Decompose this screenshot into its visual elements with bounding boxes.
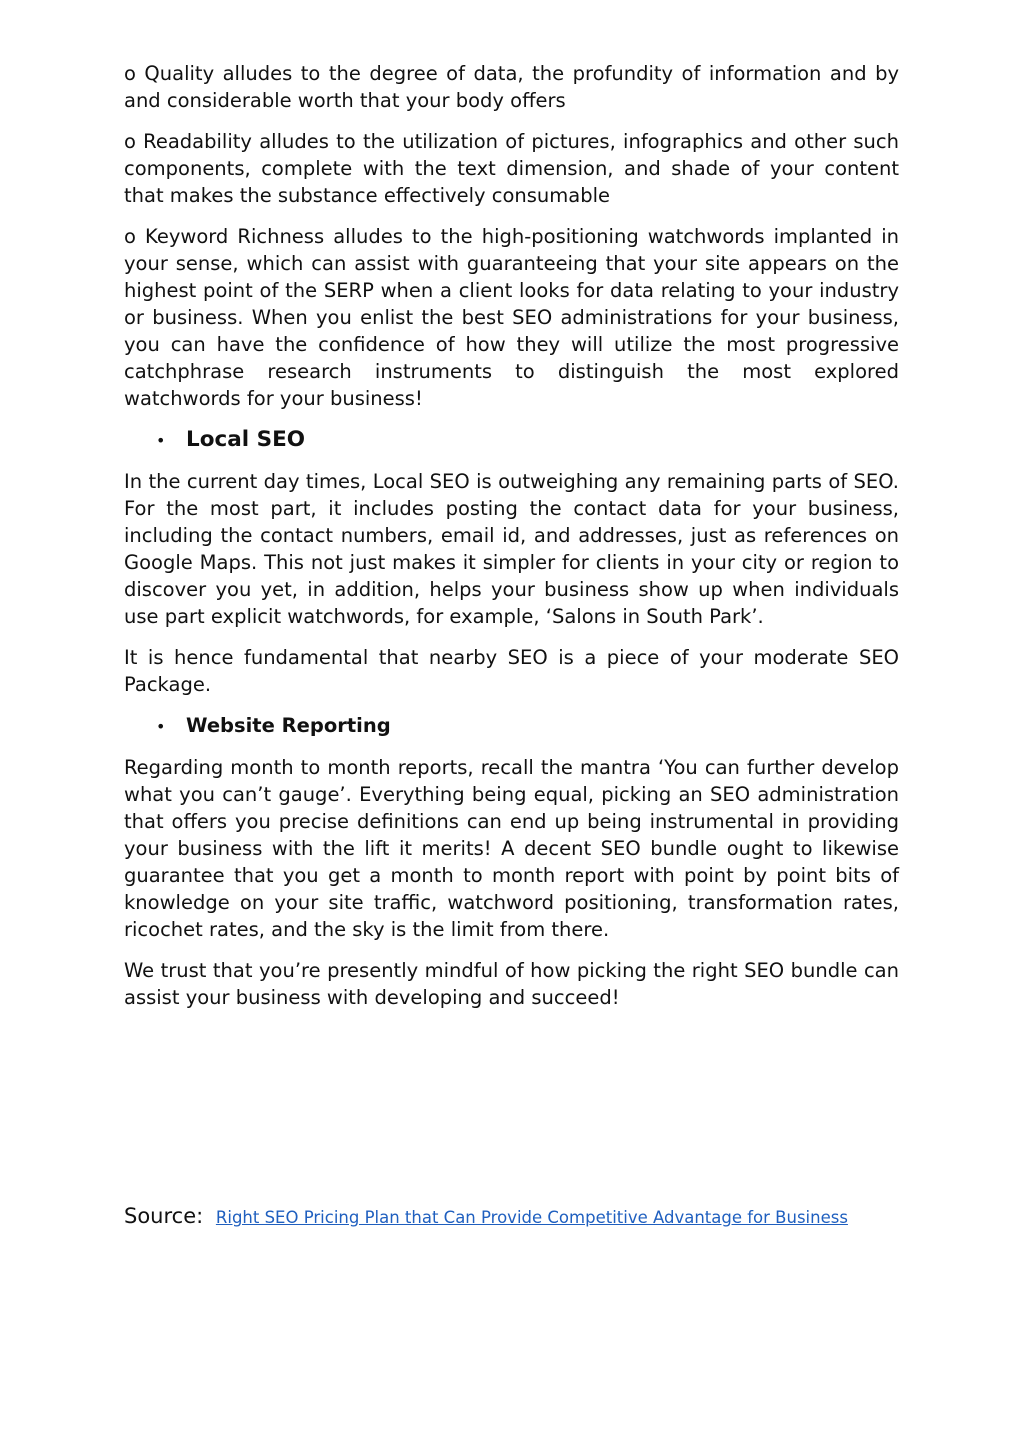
website-reporting-heading: [124, 712, 899, 740]
bullet-icon: •: [156, 717, 166, 736]
paragraph-readability: o Readability alludes to the utilization of pictures, infographics and other such components, complete with the text dimension, and shade of your content that makes the substance effectively consumable: [124, 130, 899, 207]
paragraph-local-seo-package: It is hence fundamental that nearby SEO is a piece of your moderate SEO Package.: [124, 646, 899, 696]
paragraph-website-reporting: Regarding month to month reports, recall the mantra ‘You can further develop what you can’t gauge’. Everything being equal, picking an SEO administration that offers you precise definitions can end up being instrumental in providing your business with the lift it merits! A decent SEO bundle ought to likewise guarantee that you get a month to month report with point by point bits of knowledge on your site traffic, watchword positioning, transformation rates, ricochet rates, and the sky is the limit from there.: [124, 756, 899, 941]
paragraph-quality: o Quality alludes to the degree of data, the profundity of information and by and considerable worth that your body offers: [124, 62, 899, 112]
source-label: Source:: [124, 1204, 204, 1228]
document-body: [124, 60, 899, 1025]
bullet-icon: •: [156, 431, 166, 450]
source-link[interactable]: Right SEO Pricing Plan that Can Provide Competitive Advantage for Business: [215, 1208, 848, 1227]
paragraph-local-seo-intro: In the current day times, Local SEO is outweighing any remaining parts of SEO. For the most part, it includes posting the contact data for your business, including the contact numbers, email id, and addresses, just as references on Google Maps. This not just makes it simpler for clients in your city or region to discover you yet, in addition, helps your business show up when individuals use part explicit watchwords, for example, ‘Salons in South Park’.: [124, 470, 899, 628]
paragraph-conclusion: We trust that you’re presently mindful of how picking the right SEO bundle can assist your business with developing and succeed!: [124, 959, 899, 1009]
source-line: [124, 1201, 924, 1233]
paragraph-keyword-richness: o Keyword Richness alludes to the high-positioning watchwords implanted in your sense, which can assist with guaranteeing that your site appears on the highest point of the SERP when a client looks for data relating to your industry or business. When you enlist the best SEO administrations for your business, you can have the confidence of how they will utilize the most progressive catchphrase research instruments to distinguish the most explored watchwords for your business!: [124, 225, 899, 410]
local-seo-heading-text: Local SEO: [186, 427, 306, 452]
local-seo-heading: [124, 426, 899, 454]
website-reporting-heading-text: Website Reporting: [186, 714, 391, 737]
